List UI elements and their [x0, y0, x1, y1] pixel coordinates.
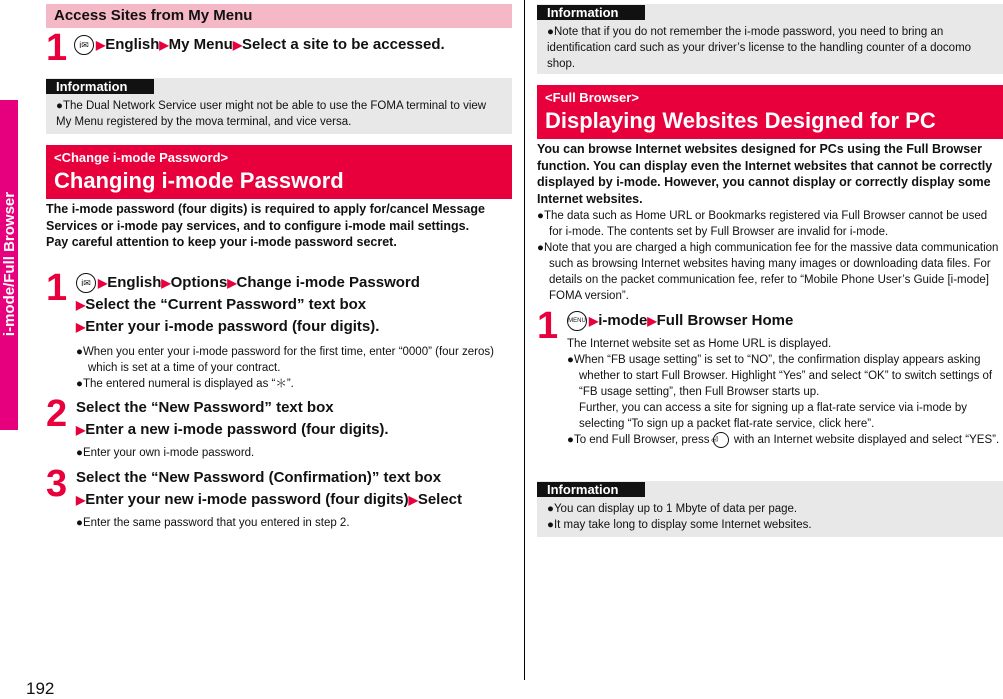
arrow-icon: ▶	[76, 423, 86, 437]
step-number: 3	[46, 463, 68, 505]
step-text: i✉ ▶English▶Options▶Change i-mode Password ▶Select the “Current Password” text box ▶Enter your i-mode password (four digits).	[76, 274, 420, 335]
step-text: Select the “New Password (Confirmation)” text box ▶Enter your new i-mode password (four digits)▶Select	[76, 469, 463, 508]
step-notes	[567, 352, 1003, 448]
note-item: ●To end Full Browser, press ⏎ with an Internet website displayed and select “YES”.	[567, 432, 1003, 448]
step-notes	[76, 445, 516, 461]
step-notes	[76, 344, 516, 392]
section-banner	[537, 85, 1003, 139]
step-number: 1	[46, 27, 68, 69]
i-mode-key-icon: i✉	[74, 35, 94, 55]
arrow-icon: ▶	[98, 276, 108, 290]
side-tab-label: i-mode/Full Browser	[1, 191, 18, 337]
note-item: ●When “FB usage setting” is set to “NO”, the confirmation display appears asking whether to start Full Browser. Highlight “Yes” and select “OK” to switch settings of “FB usage setting”, then Full Browser starts up.	[567, 354, 993, 398]
step-description: The Internet website set as Home URL is displayed.	[567, 338, 832, 350]
information-item: ●You can display up to 1 Mbyte of data per page.	[547, 503, 798, 515]
banner-subtitle: <Change i-mode Password>	[54, 150, 229, 165]
arrow-icon: ▶	[76, 493, 86, 507]
intro-paragraph: You can browse Internet websites designed for PCs using the Full Browser function. You can display even the Internet websites that cannot be correctly displayed by i-mode. However, you cannot display or correctly display some Internet websites.	[537, 142, 993, 206]
arrow-icon: ▶	[96, 38, 106, 52]
note-continuation: Further, you can access a site for signing up a flat-rate service via i-mode by selecting “To sign up a packet flat-rate service, click here”.	[579, 402, 967, 430]
i-mode-key-icon: i✉	[76, 273, 96, 293]
information-list	[537, 499, 1003, 537]
information-label: Information	[537, 5, 645, 20]
step-number: 2	[46, 393, 68, 435]
arrow-icon: ▶	[159, 38, 169, 52]
step-text: Select the “New Password” text box ▶Enter a new i-mode password (four digits).	[76, 399, 389, 438]
note-item: ●Enter your own i-mode password.	[76, 447, 255, 459]
note-item: ●Enter the same password that you entered in step 2.	[76, 517, 350, 529]
step-notes	[76, 515, 516, 531]
note-item: ●When you enter your i-mode password for the first time, enter “0000” (four zeros) which is set at a time of your contract.	[76, 346, 494, 374]
intro-paragraph: The i-mode password (four digits) is required to apply for/cancel Message Services or i-mode pay services, and to configure i-mode mail settings. Pay careful attention to keep your i-mode password secret.	[46, 202, 485, 249]
page-number: 192	[26, 679, 55, 698]
notes-list	[537, 208, 1003, 304]
step-text: i✉ ▶English▶My Menu▶Select a site to be accessed.	[74, 34, 445, 56]
information-label: Information	[46, 79, 154, 94]
note-item: ●Note that you are charged a high communication fee for the massive data communication such as browsing Internet websites having many images or downloading data files. For details on the packet communication fee, refer to “Mobile Phone User’s Guide [i-mode] FOMA version”.	[537, 242, 999, 302]
banner-title: Displaying Websites Designed for PC	[545, 108, 936, 133]
note-item: ●The entered numeral is displayed as “＊”.	[76, 378, 294, 390]
arrow-icon: ▶	[232, 38, 243, 52]
arrow-icon: ▶	[647, 314, 657, 328]
information-box	[537, 481, 1003, 537]
note-item: ●The data such as Home URL or Bookmarks registered via Full Browser cannot be used for i-mode. The contents set by Full Browser are invalid for i-mode.	[537, 210, 988, 238]
section-heading-access: Access Sites from My Menu	[46, 4, 512, 28]
section-banner	[46, 145, 512, 199]
information-text: ●The Dual Network Service user might not be able to use the FOMA terminal to view My Menu registered by the mova terminal, and vice versa.	[56, 100, 487, 128]
access-step	[46, 28, 516, 68]
arrow-icon: ▶	[161, 276, 171, 290]
arrow-icon: ▶	[227, 276, 237, 290]
end-key-icon: ⏎	[713, 432, 729, 448]
menu-key-icon: MENU	[567, 311, 587, 331]
banner-title: Changing i-mode Password	[54, 168, 344, 193]
information-box	[46, 78, 512, 134]
banner-subtitle: <Full Browser>	[545, 90, 639, 105]
column-divider	[524, 0, 525, 680]
arrow-icon: ▶	[76, 298, 86, 312]
arrow-icon: ▶	[589, 314, 599, 328]
arrow-icon: ▶	[76, 320, 86, 334]
information-text: ●Note that if you do not remember the i-mode password, you need to bring an identification card such as your driver’s license to the handling counter of a docomo shop.	[547, 26, 972, 70]
arrow-icon: ▶	[408, 493, 418, 507]
step-number: 1	[46, 267, 68, 309]
step-number: 1	[537, 305, 559, 347]
step-text: MENU ▶i-mode▶Full Browser Home	[567, 310, 793, 332]
information-box	[537, 4, 1003, 74]
information-label: Information	[537, 482, 645, 497]
information-item: ●It may take long to display some Internet websites.	[547, 519, 812, 531]
